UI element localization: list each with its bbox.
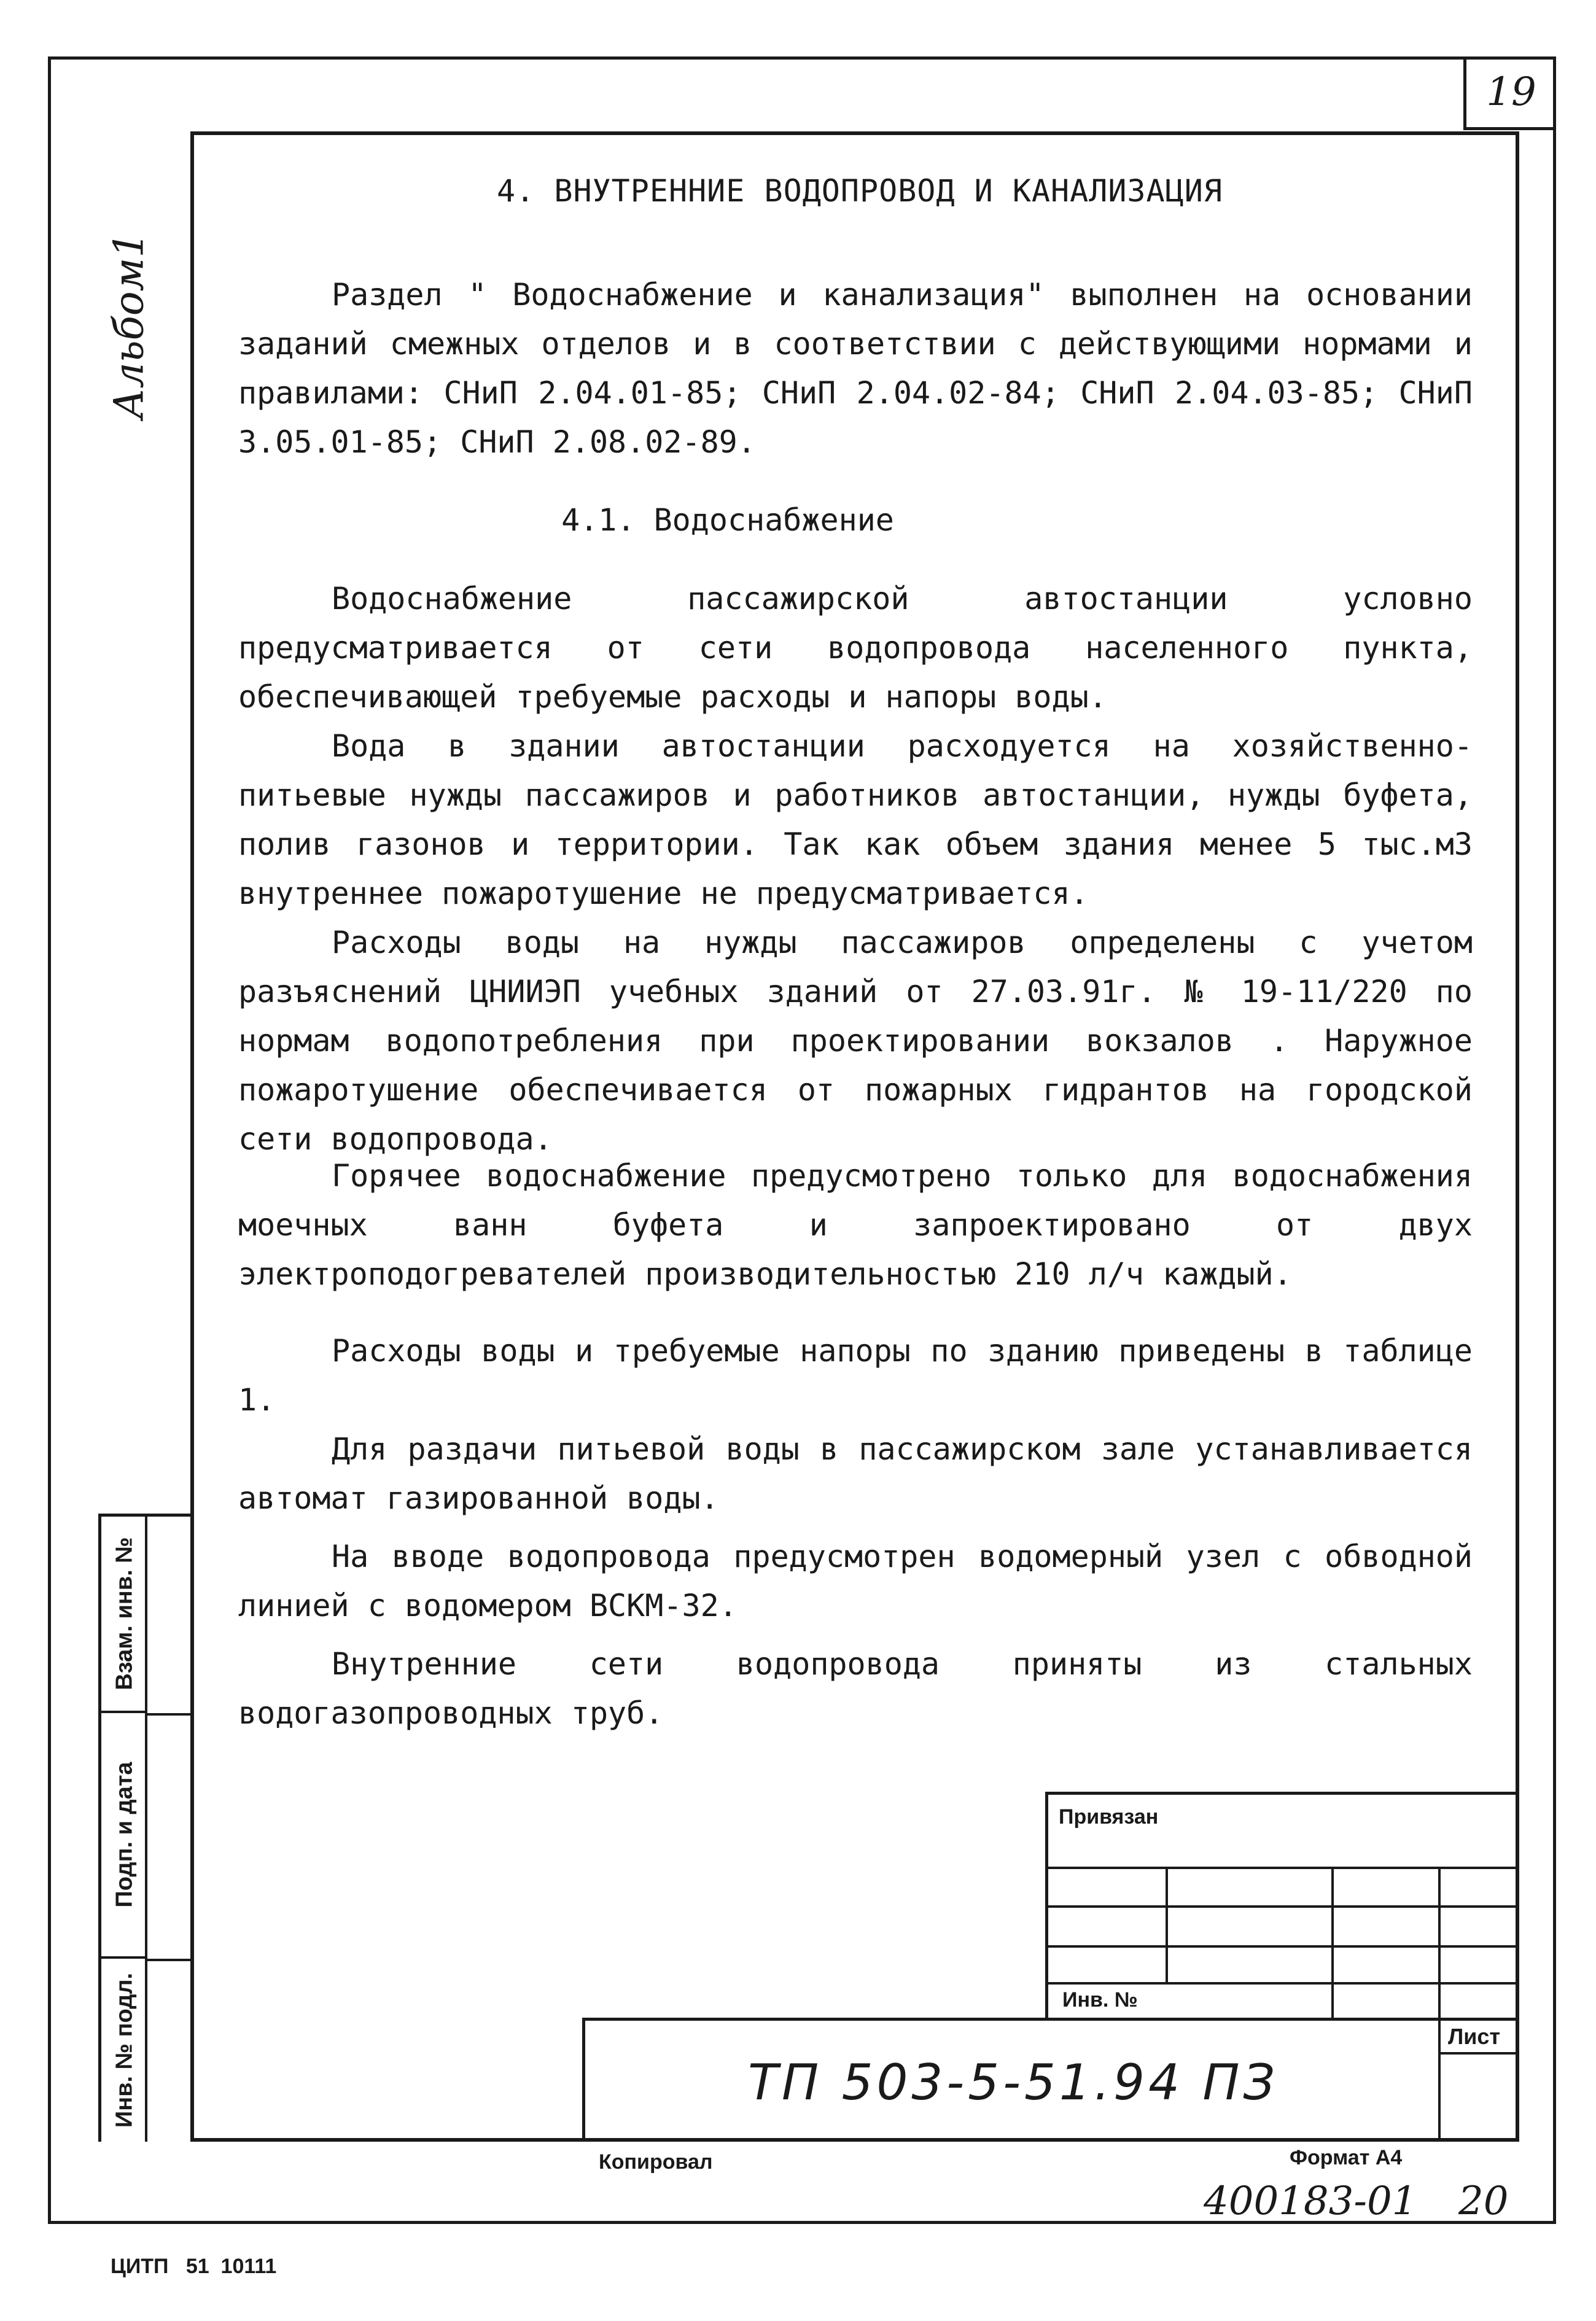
handwritten-number: 400183-01	[1204, 2179, 1417, 2224]
table-row-line	[1045, 1905, 1519, 1908]
paragraph: Горячее водоснабжение предусмотрено только для водоснабжения моечных ванн буфета и запроектировано от двух электроподогревателей производительностью 210 л/ч каждый.	[238, 1158, 1473, 1292]
table-row-line	[1045, 1945, 1519, 1948]
stamp-label-column	[101, 1517, 147, 2142]
document-code: ТП 503-5-51.94 ПЗ	[748, 2054, 1279, 2111]
table-row-line	[1045, 1982, 1519, 1985]
subsection-heading: 4.1. Водоснабжение	[561, 502, 894, 538]
page-number: 19	[1463, 56, 1556, 130]
privyazan-label: Привязан	[1059, 1805, 1159, 1829]
kopiroval-label: Копировал	[599, 2150, 713, 2174]
table-col-line	[1166, 1867, 1168, 1982]
list-label: Лист	[1448, 2024, 1501, 2049]
paragraph: Для раздачи питьевой воды в пассажирском зале устанавливается автомат газированной воды.	[238, 1431, 1473, 1516]
album-label	[92, 184, 166, 467]
printer-mark: ЦИТП 51 10111	[111, 2255, 277, 2278]
stamp-inv-podl: Инв. № подл.	[111, 1972, 137, 2128]
paragraph: Расходы воды и требуемые напоры по зданию приведены в таблице 1.	[238, 1333, 1473, 1418]
binding-table	[1045, 1792, 1519, 2019]
table-col-line	[1438, 1867, 1441, 2019]
stamp-divider	[147, 1713, 190, 1716]
inv-no-label: Инв. №	[1062, 1988, 1138, 2012]
handwritten-page: 20	[1458, 2179, 1509, 2224]
title-block-border	[582, 2018, 585, 2142]
margin-stamp	[98, 1514, 190, 2142]
stamp-vzam-inv: Взам. инв. №	[101, 1517, 147, 1713]
paragraph: Расходы воды на нужды пассажиров определены с учетом разъяснений ЦНИИЭП учебных зданий от 27.03.91г. № 19-11/220 по нормам водопотребления при проектировании вокзалов . Наружное пожаротушение обеспечивается от пожарных гидрантов на городской сети водопровода.	[238, 925, 1473, 1157]
intro-paragraph: Раздел " Водоснабжение и канализация" выполнен на основании заданий смежных отделов и в соответствии с действующими нормами и правилами: СНиП 2.04.01-85; СНиП 2.04.02-84; СНиП 2.04.03-85; СНиП 3.05.01-85; СНиП 2.08.02-89.	[238, 277, 1473, 460]
table-row-line	[1045, 1867, 1519, 1869]
paragraph: На вводе водопровода предусмотрен водомерный узел с обводной линией с водомером ВСКМ-32.	[238, 1539, 1473, 1623]
format-label: Формат А4	[1290, 2146, 1403, 2169]
title-block-border	[582, 2018, 1519, 2021]
stamp-podp-data: Подп. и дата	[101, 1713, 147, 1959]
paragraph: Внутренние сети водопровода приняты из стальных водогазопроводных труб.	[238, 1646, 1473, 1731]
table-border	[1045, 1792, 1519, 1795]
table-col-line	[1331, 1867, 1334, 2019]
title-block-col	[1438, 2018, 1441, 2142]
paragraph: Водоснабжение пассажирской автостанции условно предусматривается от сети водопровода населенного пункта, обеспечивающей требуемые расходы и напоры воды.	[238, 581, 1473, 715]
paragraph: Вода в здании автостанции расходуется на хозяйственно-питьевые нужды пассажиров и работников автостанции, нужды буфета, полив газонов и территории. Так как объем здания менее 5 тыс.м3 внутреннее пожаротушение не предусматривается.	[238, 728, 1473, 911]
stamp-divider	[147, 1959, 190, 1961]
title-block-row	[1438, 2052, 1519, 2055]
album-text: Альбом1	[105, 231, 153, 419]
section-heading: 4. ВНУТРЕННИЕ ВОДОПРОВОД И КАНАЛИЗАЦИЯ	[497, 173, 1223, 209]
